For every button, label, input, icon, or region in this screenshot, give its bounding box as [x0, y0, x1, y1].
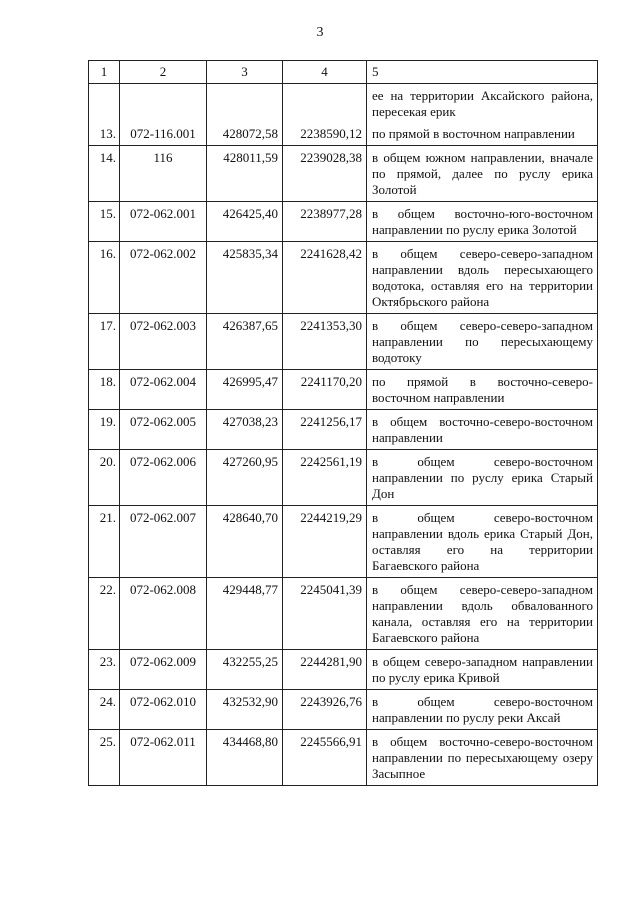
row-number: 17. — [89, 314, 120, 370]
row-number: 25. — [89, 730, 120, 786]
column-header-3: 3 — [207, 61, 283, 84]
table-row — [89, 146, 598, 202]
point-code: 072-062.007 — [120, 506, 207, 578]
coordinate-y: 2244281,90 — [283, 650, 367, 690]
point-code: 072-062.004 — [120, 370, 207, 410]
point-code: 072-062.005 — [120, 410, 207, 450]
coordinate-y: 2241628,42 — [283, 242, 367, 314]
coordinate-y: 2241170,20 — [283, 370, 367, 410]
column-header-4: 4 — [283, 61, 367, 84]
point-code: 072-062.011 — [120, 730, 207, 786]
column-header-5: 5 — [367, 61, 598, 84]
row-number: 16. — [89, 242, 120, 314]
direction-description: в общем восточно-северо-восточном направлении — [367, 410, 598, 450]
coordinate-y: 2243926,76 — [283, 690, 367, 730]
coordinate-x: 428011,59 — [207, 146, 283, 202]
direction-description: в общем северо-восточном направлении вдоль ерика Старый Дон, оставляя его на территории Багаевского района — [367, 506, 598, 578]
coordinate-x: 429448,77 — [207, 578, 283, 650]
row-number: 19. — [89, 410, 120, 450]
row-number: 23. — [89, 650, 120, 690]
coordinate-y: 2241256,17 — [283, 410, 367, 450]
direction-description: в общем северо-северо-западном направлении вдоль обвалованного канала, оставляя его на территории Багаевского района — [367, 578, 598, 650]
direction-description: в общем южном направлении, вначале по прямой, далее по руслу ерика Золотой — [367, 146, 598, 202]
point-code: 072-062.003 — [120, 314, 207, 370]
empty-cell — [89, 84, 120, 123]
coordinate-y: 2242561,19 — [283, 450, 367, 506]
direction-description: в общем северо-восточном направлении по руслу реки Аксай — [367, 690, 598, 730]
column-header-1: 1 — [89, 61, 120, 84]
coordinate-y: 2245041,39 — [283, 578, 367, 650]
coordinate-x: 425835,34 — [207, 242, 283, 314]
direction-description: по прямой в восточно-северо-восточном направлении — [367, 370, 598, 410]
point-code: 072-062.006 — [120, 450, 207, 506]
row-number: 13. — [89, 122, 120, 146]
coordinate-y: 2238977,28 — [283, 202, 367, 242]
row-number: 14. — [89, 146, 120, 202]
table-row — [89, 450, 598, 506]
coordinate-x: 426387,65 — [207, 314, 283, 370]
direction-description: в общем восточно-северо-восточном направлении по пересыхающему озеру Засыпное — [367, 730, 598, 786]
direction-description: по прямой в восточном направлении — [367, 122, 598, 146]
empty-cell — [283, 84, 367, 123]
table-row — [89, 410, 598, 450]
coordinate-x: 432255,25 — [207, 650, 283, 690]
coordinate-x: 428072,58 — [207, 122, 283, 146]
row-number: 20. — [89, 450, 120, 506]
column-header-2: 2 — [120, 61, 207, 84]
row-number: 22. — [89, 578, 120, 650]
point-code: 072-116.001 — [120, 122, 207, 146]
table-row — [89, 506, 598, 578]
coordinate-x: 427038,23 — [207, 410, 283, 450]
point-code: 116 — [120, 146, 207, 202]
empty-cell — [207, 84, 283, 123]
table-row-continuation — [89, 84, 598, 123]
direction-description: в общем северо-восточном направлении по руслу ерика Старый Дон — [367, 450, 598, 506]
table-row — [89, 242, 598, 314]
coordinate-y: 2238590,12 — [283, 122, 367, 146]
empty-cell — [120, 84, 207, 123]
row-number: 21. — [89, 506, 120, 578]
direction-description: в общем восточно-юго-восточном направлении по руслу ерика Золотой — [367, 202, 598, 242]
coordinate-x: 432532,90 — [207, 690, 283, 730]
coordinate-y: 2244219,29 — [283, 506, 367, 578]
row-number: 24. — [89, 690, 120, 730]
page-number: 3 — [316, 25, 324, 40]
point-code: 072-062.008 — [120, 578, 207, 650]
direction-description: в общем северо-северо-западном направлении вдоль пересыхающего водотока, оставляя его на территории Октябрьского района — [367, 242, 598, 314]
boundary-table — [88, 60, 598, 786]
row-number: 18. — [89, 370, 120, 410]
coordinate-x: 428640,70 — [207, 506, 283, 578]
coordinate-y: 2241353,30 — [283, 314, 367, 370]
row-number: 15. — [89, 202, 120, 242]
table-row — [89, 370, 598, 410]
continuation-text: ее на территории Аксайского района, пересекая ерик — [367, 84, 598, 123]
point-code: 072-062.010 — [120, 690, 207, 730]
table-row — [89, 650, 598, 690]
table-row — [89, 578, 598, 650]
coordinate-x: 434468,80 — [207, 730, 283, 786]
coordinate-x: 426425,40 — [207, 202, 283, 242]
direction-description: в общем северо-западном направлении по руслу ерика Кривой — [367, 650, 598, 690]
table-row — [89, 730, 598, 786]
direction-description: в общем северо-северо-западном направлении по пересыхающему водотоку — [367, 314, 598, 370]
coordinate-y: 2239028,38 — [283, 146, 367, 202]
point-code: 072-062.001 — [120, 202, 207, 242]
point-code: 072-062.009 — [120, 650, 207, 690]
coordinate-y: 2245566,91 — [283, 730, 367, 786]
point-code: 072-062.002 — [120, 242, 207, 314]
table-row — [89, 314, 598, 370]
table-row — [89, 690, 598, 730]
table-row — [89, 122, 598, 146]
coordinate-x: 426995,47 — [207, 370, 283, 410]
coordinate-x: 427260,95 — [207, 450, 283, 506]
table-header-row — [89, 61, 598, 84]
table-row — [89, 202, 598, 242]
